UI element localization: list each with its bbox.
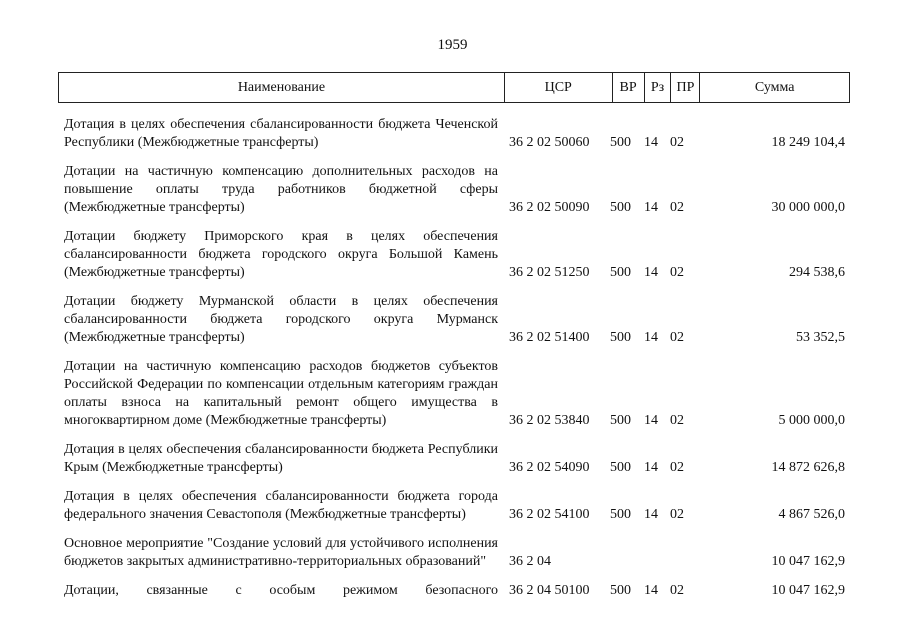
header-csr: ЦСР xyxy=(505,73,613,102)
row-rz: 14 xyxy=(644,135,658,150)
row-csr: 36 2 02 51250 xyxy=(509,265,590,280)
table-row xyxy=(58,488,850,524)
row-sum: 53 352,5 xyxy=(796,330,845,345)
row-sum: 18 249 104,4 xyxy=(771,135,845,150)
row-vr: 500 xyxy=(610,583,631,598)
row-name: Дотации, связанные с особым режимом безопасного xyxy=(64,583,498,598)
row-pr xyxy=(669,535,698,571)
row-rz: 14 xyxy=(644,413,658,428)
row-csr: 36 2 02 53840 xyxy=(509,413,590,428)
row-sum: 294 538,6 xyxy=(789,265,845,280)
row-vr xyxy=(610,535,642,571)
row-csr: 36 2 02 54090 xyxy=(509,460,590,475)
row-pr: 02 xyxy=(670,135,684,150)
row-rz: 14 xyxy=(644,330,658,345)
row-rz: 14 xyxy=(644,200,658,215)
row-pr: 02 xyxy=(670,413,684,428)
row-name: Дотации на частичную компенсацию расходов бюджетов субъектов Российской Федерации по компенсации отдельным категориям граждан оплаты взноса на капитальный ремонт общего имущества в многоквартирном доме (Межбюджетные трансферты) xyxy=(64,359,498,428)
row-pr: 02 xyxy=(670,200,684,215)
row-csr: 36 2 02 50060 xyxy=(509,135,590,150)
table-row xyxy=(58,228,850,282)
header-vr: ВР xyxy=(613,73,645,102)
row-sum: 10 047 162,9 xyxy=(771,583,845,598)
row-csr: 36 2 04 xyxy=(509,554,551,569)
row-vr: 500 xyxy=(610,135,631,150)
header-name: Наименование xyxy=(59,73,505,102)
row-sum: 30 000 000,0 xyxy=(771,200,845,215)
table-header xyxy=(58,72,850,103)
table-row xyxy=(58,582,850,600)
row-sum: 4 867 526,0 xyxy=(778,507,845,522)
table-row xyxy=(58,535,850,571)
row-vr: 500 xyxy=(610,265,631,280)
row-pr: 02 xyxy=(670,507,684,522)
row-pr: 02 xyxy=(670,330,684,345)
row-vr: 500 xyxy=(610,460,631,475)
header-sum: Сумма xyxy=(754,79,795,95)
row-pr: 02 xyxy=(670,460,684,475)
row-vr: 500 xyxy=(610,507,631,522)
table-row xyxy=(58,116,850,152)
row-name: Дотация в целях обеспечения сбалансированности бюджета города федерального значения Севастополя (Межбюджетные трансферты) xyxy=(64,489,498,522)
table-body xyxy=(58,116,850,600)
row-csr: 36 2 02 54100 xyxy=(509,507,590,522)
row-rz: 14 xyxy=(644,460,658,475)
row-name: Дотации бюджету Мурманской области в целях обеспечения сбалансированности бюджета городского округа Мурманск (Межбюджетные трансферты) xyxy=(64,294,498,345)
row-pr: 02 xyxy=(670,583,684,598)
row-vr: 500 xyxy=(610,413,631,428)
row-pr: 02 xyxy=(670,265,684,280)
page-number: 1959 xyxy=(437,37,468,53)
row-rz: 14 xyxy=(644,583,658,598)
table-row xyxy=(58,163,850,217)
table-row xyxy=(58,293,850,347)
row-vr: 500 xyxy=(610,330,631,345)
row-csr: 36 2 02 51400 xyxy=(509,330,590,345)
row-name: Дотация в целях обеспечения сбалансированности бюджета Чеченской Республики (Межбюджетные трансферты) xyxy=(64,117,498,150)
row-csr: 36 2 04 50100 xyxy=(509,583,590,598)
budget-table xyxy=(58,72,850,611)
row-name: Основное мероприятие "Создание условий для устойчивого исполнения бюджетов закрытых административно-территориальных образований" xyxy=(64,536,498,569)
row-sum: 14 872 626,8 xyxy=(771,460,845,475)
row-rz xyxy=(642,535,669,571)
row-name: Дотации на частичную компенсацию дополнительных расходов на повышение оплаты труда работников бюджетной сферы (Межбюджетные трансферты) xyxy=(64,164,498,215)
row-rz: 14 xyxy=(644,507,658,522)
row-name: Дотация в целях обеспечения сбалансированности бюджета Республики Крым (Межбюджетные трансферты) xyxy=(64,442,498,475)
row-csr: 36 2 02 50090 xyxy=(509,200,590,215)
row-name: Дотации бюджету Приморского края в целях обеспечения сбалансированности бюджета городского округа Большой Камень (Межбюджетные трансферты) xyxy=(64,229,498,280)
row-vr: 500 xyxy=(610,200,631,215)
row-sum: 10 047 162,9 xyxy=(771,554,845,569)
row-sum: 5 000 000,0 xyxy=(778,413,845,428)
row-rz: 14 xyxy=(644,265,658,280)
table-row xyxy=(58,441,850,477)
header-pr: ПР xyxy=(671,73,700,102)
header-rz: Рз xyxy=(645,73,672,102)
table-row xyxy=(58,358,850,430)
